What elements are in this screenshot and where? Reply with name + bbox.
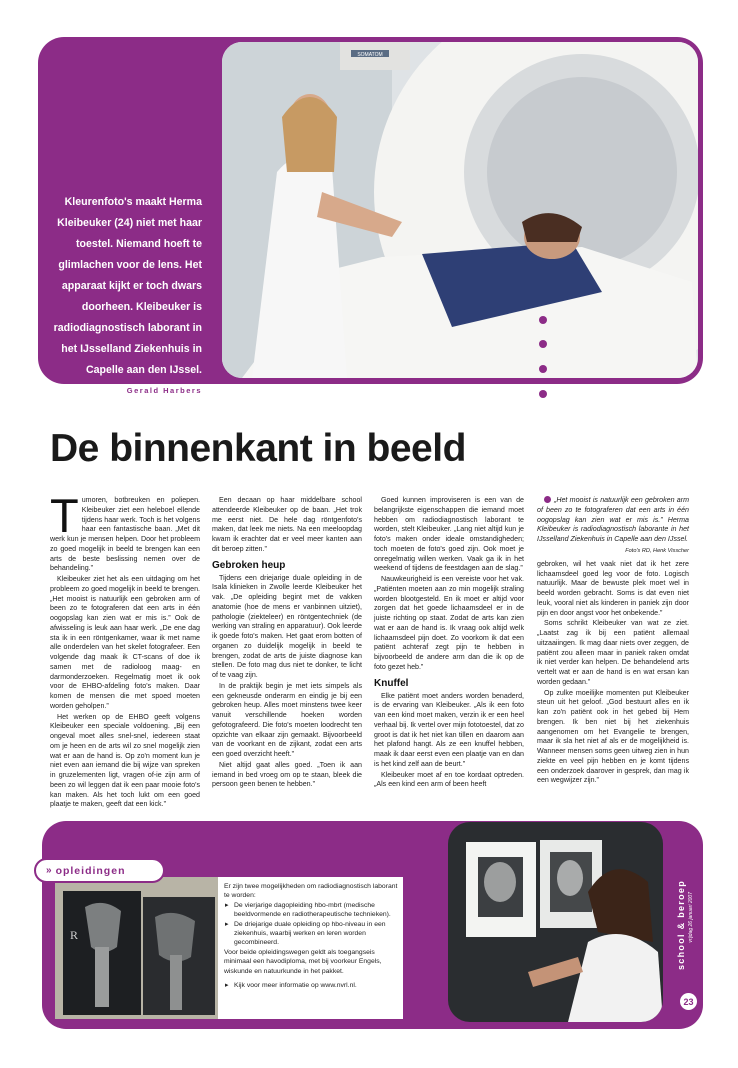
section-side-label [676,880,696,980]
paragraph: Kleibeuker ziet het als een uitdaging om het probleem zo goed mogelijk in beeld te brengen. „Het mooist is natuurlijk een gebroken arm of been zo te fotograferen dat een arts in één oogopslag kan zien wat er mis is.” Ook de afwisseling is leuk aan haar werk. „De ene dag sta ik in een röntgenkamer, waar ik met name alle onderdelen van het skelet fotografeer. Een volgende dag maak ik CT-scans of doe ik samen met de radioloog maag- en darmonderzoeken. Regelmatig moet ik ook voor de EHBO-afdeling foto's maken. Daar komen de mensen die met spoed moeten worden geholpen.” [50,575,200,710]
section-tag [34,858,165,883]
photographer-credit: Gerald Harbers [126,386,202,395]
paragraph: Op zulke moeilijke momenten put Kleibeuker steun uit het geloof. „God bestuurt alles en ik kan zo'n patiënt ook in het gebed bij Hem brengen. Ik ben niet bij het ziekenhuis aangenomen om het Evangelie te brengen, maar ik sla het niet af als er de mogelijkheid is. Wanneer mensen soms geen uitweg zien in hun ziekte en veel pijn hebben en je komt tijdens een onderzoek daarover in gesprek, dan mag ik een wegwijzer zijn.” [537,688,689,785]
xray-marker: R [70,928,79,942]
paragraph: Het werken op de EHBO geeft volgens Kleibeuker een speciale voldoening. „Bij een ongeval moet alles snel-snel, iedereen staat om je heen en de arts wil zo snel mogelijk zien wat er aan de hand is. Op zo'n moment kun je niet even aan iemand die bij wijze van spreken in gruzelementen ligt, vragen of-ie zijn arm of been zo wil leggen dat ik een paar mooie foto's kan maken. Als het toch lukt om een goed plaatje te maken, geeft dat een kick.” [50,712,200,809]
info-link[interactable]: ▸ Kijk voor meer informatie op www.nvrl.nl. [224,981,398,990]
page-number: 23 [680,993,697,1010]
paragraph: Een decaan op haar middelbare school attendeerde Kleibeuker op de baan. „Het trok me eerst niet. De hele dag röntgenfoto's maken, dat leek me niets. Na een meeloopdag kwam ik erachter dat er veel meer kanten aan dit beroep zitten.” [212,496,362,553]
decorative-dot [539,390,547,398]
paragraph: gebroken, wil het vaak niet dat ik het zere lichaamsdeel goed leg voor de foto. Logisch natuurlijk. Maar de bewuste plek moet wel in beeld worden gebracht. Soms is dat even niet leuk, vooral niet als kinderen in paniek zijn door pijn en door angst voor het onbekende.” [537,559,689,617]
quote-text: „Het mooist is natuurlijk een gebroken arm of been zo te fotograferen dat een arts in één oogopslag kan zien wat er mis is.” Herma Kleibeuker is radiodiagnostisch laborante in het IJsselland Ziekenhuis in Capelle aan den IJssel. [537,496,689,543]
double-chevron-icon: » [46,865,53,876]
info-list [224,901,398,948]
info-requirements: Voor beide opleidingswegen geldt als toegangseis minimaal een havodiploma, met bij voorkeur Engels, wiskunde en natuurkunde in het pakket. [224,948,382,975]
paragraph: umoren, botbreuken en poliepen. Kleibeuker ziet een heleboel ellende tijdens haar werk. Toch is het volgens haar een fantastische baan. „Met dit werk kun je mensen helpen. Door het probleem zo goed mogelijk in beeld te brengen kan een arts de beste beslissing nemen over de behandeling.” [50,496,200,573]
paragraph: Tijdens een driejarige duale opleiding in de Isala klinieken in Zwolle leerde Kleibeuker het vak. „De opleiding begint met de vakken anatomie (hoe de mens er vanbinnen uitziet), pathologie (ziekteleer) en röntgentechniek (de werking van straling en apparatuur). Ook leerde ik goede foto's maken. Het gaat erom botten of organen zo duidelijk mogelijk in beeld te brengen, zodat de arts de juiste diagnose kan stellen. De foto mag dus niet te donker, te licht of te vaag zijn. [212,573,362,679]
paragraph: Nauwkeurigheid is een vereiste voor het vak. „Patiënten moeten aan zo min mogelijk straling worden blootgesteld. En ik moet er altijd voor zorgen dat het goede lichaamsdeel er in de juiste richting op staat. Zodat de arts kan zien wat er aan de hand is. Ik vraag ook altijd welk lichaamsdeel pijn doet. Zo voorkom ik dat een patiënt achteraf zegt pijn te hebben in bijvoorbeeld de andere arm dan die ik op de foto gezet heb.” [374,575,524,671]
paragraph: Kleibeuker moet af en toe kordaat optreden. „Als een kind een arm of been heeft [374,770,524,789]
hero-caption: Kleurenfoto's maakt Herma Kleibeuker (24) niet met haar toestel. Niemand hoeft te glimlachen voor de lens. Het apparaat kijkt er toch dwars doorheen. Kleibeuker is radiodiagnostisch laborant in het IJsselland Ziekenhuis in Capelle aan den IJssel. [53,196,202,376]
article-column-1 [50,489,200,811]
section-name: school & beroep [676,880,686,971]
article-column-4 [537,496,689,787]
info-intro: Er zijn twee mogelijkheden om radiodiagnostisch laborant te worden: [224,883,398,900]
list-item: ▸ De vierjarige dagopleiding hbo-mbrt (medische beeldvormende en radiotherapeutische technieken). [224,901,398,920]
hero-photo [222,42,698,378]
decorative-dot [539,365,547,373]
subheading: Knuffel [374,677,409,689]
list-item: ▸ De driejarige duale opleiding op hbo-niveau in een ziekenhuis, waarbij werken en leren worden gecombineerd. [224,920,398,948]
subheading: Gebroken heup [212,559,286,571]
paragraph: Elke patiënt moet anders worden benaderd, is de ervaring van Kleibeuker. „Als ik een foto van een kind moet maken, verzin ik er een heel verhaal bij. Ik vertel over mijn fototoestel, dat zo groot is dat ik het niet kan tillen en daarom aan het plafond hangt. Als ze een knuffel hebben, maak ik daar eerst even een plaatje van en dan is het kind zelf aan de beurt.” [374,691,524,768]
pull-quote [537,496,689,545]
decorative-dot [539,340,547,348]
education-info [224,882,398,990]
xray-photo [55,877,218,1019]
decorative-dot [539,316,547,324]
dropcap: T [50,489,79,542]
paragraph: Goed kunnen improviseren is een van de belangrijkste eigenschappen die iemand moet hebben om radiodiagnostisch laborant te worden, stelt Kleibeuker. „Lang niet altijd kun je foto's maken onder ideale omstandigheden; toch moeten de foto's goed zijn. Ook moet je onregelmatig willen werken. Vaak ga ik in het weekend of tijdens de feestdagen aan de slag.” [374,496,524,573]
article-column-3 [374,496,524,791]
section-tag-label: opleidingen [55,864,126,877]
lab-photo [448,822,663,1022]
article-column-2 [212,496,362,791]
issue-date: vrijdag 26 januari 2007 [688,892,694,943]
machine-label: SOMATOM [357,52,383,58]
bullet-icon [544,496,551,503]
paragraph: Niet altijd gaat alles goed. „Toen ik aan iemand in bed vroeg om op te staan, bleek die persoon geen benen te hebben.” [212,760,362,789]
photo-credit: Foto's RD, Henk Visscher [625,547,689,554]
paragraph: In de praktijk begin je met iets simpels als een gekneusde onderarm en eindig je bij een gebroken heup. Alles moet minstens twee keer vanuit verschillende hoeken worden gefotografeerd. Die foto's moeten loodrecht ten opzichte van elkaar zijn gemaakt. Bijvoorbeeld van de voorkant en de zijkant, zodat een arts een goed overzicht heeft.” [212,681,362,758]
page-title: De binnenkant in beeld [50,427,466,470]
paragraph: Soms schrikt Kleibeuker van wat ze ziet. „Laatst zag ik bij een patiënt allemaal uitzaaiingen. Ik mag daar niets over zeggen, de patiënt zou alleen maar in paniek raken omdat ik niet verder kan helpen. De behandelend arts vertelt wat er aan de hand is en wat ersan kan worden gedaan.” [537,619,689,686]
